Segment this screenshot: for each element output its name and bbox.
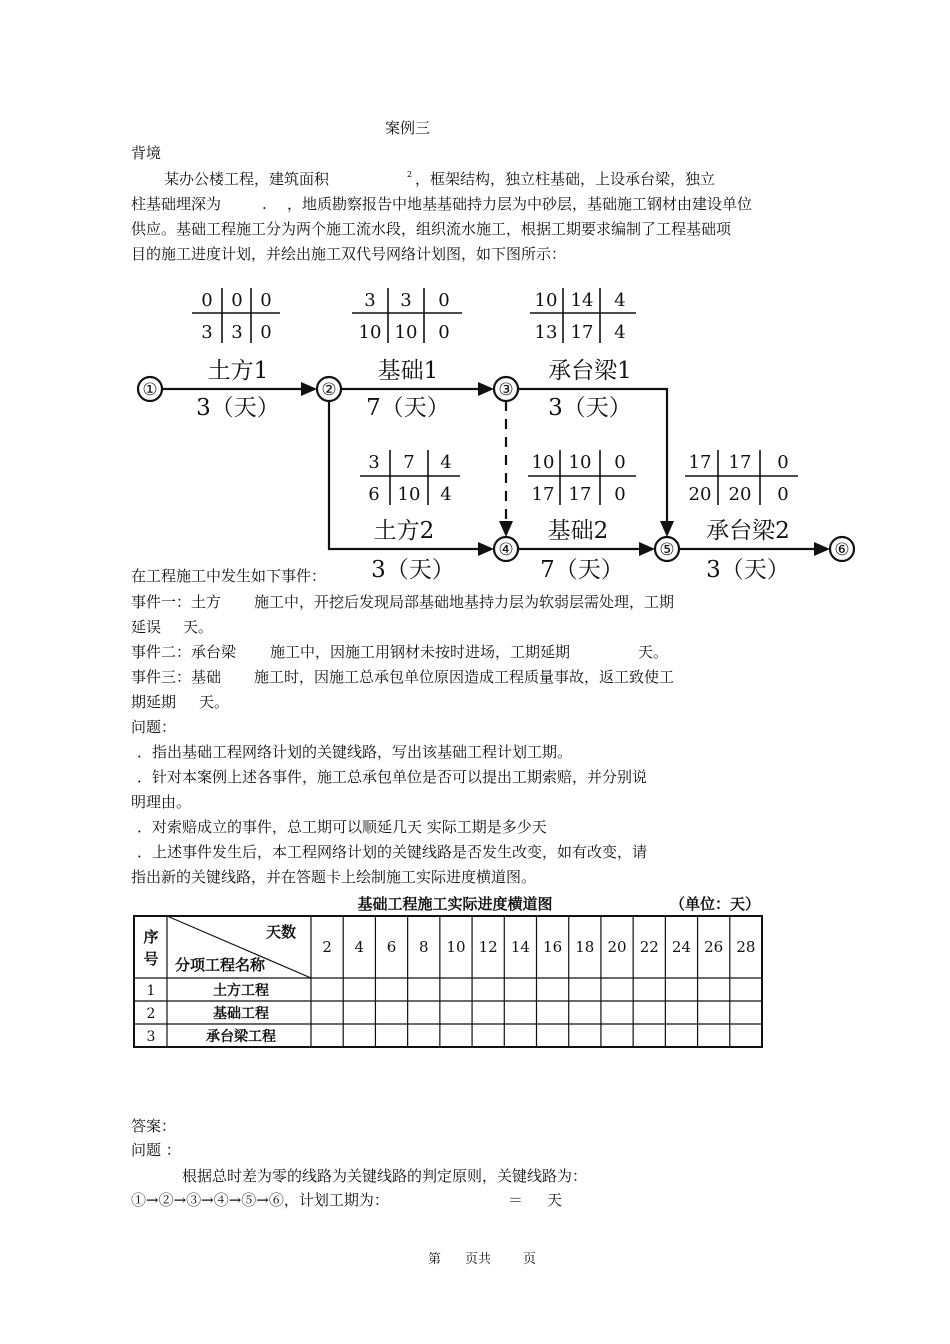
param-value: 14	[570, 290, 594, 311]
param-value: 0	[777, 452, 789, 473]
param-value: 4	[440, 484, 452, 505]
node-1	[138, 377, 162, 401]
footer-page-unit: 页	[523, 1252, 537, 1267]
arrowhead-4-5	[639, 542, 655, 556]
row-no: 3	[146, 1029, 156, 1045]
row-name: 承台梁工程	[206, 1029, 276, 1045]
param-value: 3	[364, 290, 376, 311]
header-diagonal	[167, 916, 311, 978]
param-value: 7	[403, 452, 415, 473]
para1-line3: 供应。基础工程施工分为两个施工流水段，组织流水施工，根据工期要求编制了工程基础项	[131, 220, 732, 238]
param-value: 10	[534, 290, 558, 311]
col-name-label: 分项工程名称	[174, 956, 266, 974]
para1-line1b: ，框架结构，独立柱基础，上设承台梁，独立	[415, 170, 716, 188]
gantt-day-label: 6	[386, 938, 397, 956]
event3-delay-unit: 天。	[199, 693, 230, 711]
arrowhead-1-2	[301, 382, 317, 396]
activity-duration: 7（天）	[540, 557, 624, 583]
question-3: ．对索赔成立的事件，总工期可以顺延几天 实际工期是多少天	[137, 818, 547, 836]
param-value: 0	[231, 290, 243, 311]
gantt-day-label: 10	[446, 938, 466, 956]
gantt-day-label: 8	[418, 938, 429, 956]
param-value: 10	[531, 452, 555, 473]
events-intro: 在工程施工中发生如下事件：	[131, 567, 327, 585]
activity-name: 土方2	[373, 518, 435, 544]
param-value: 3	[231, 322, 243, 343]
activity-duration: 3（天）	[548, 395, 632, 421]
row-no: 1	[146, 983, 156, 999]
para1-line2-dot: .	[262, 195, 267, 213]
event2-delay-unit: 天。	[638, 643, 669, 661]
param-value: 10	[394, 322, 418, 343]
gantt-border	[134, 916, 762, 1047]
answer-label: 答案：	[131, 1117, 177, 1135]
node-label: ④	[498, 540, 514, 560]
arrowhead-2-4	[478, 542, 494, 556]
row-name: 基础工程	[213, 1006, 269, 1022]
gantt-day-label: 28	[736, 938, 756, 956]
question-2-line2: 明理由。	[131, 793, 192, 811]
gantt-day-label: 2	[322, 938, 332, 956]
param-grid-2	[352, 288, 462, 343]
question-4-line2: 指出新的关键线路，并在答题卡上绘制施工实际进度横道图。	[131, 868, 537, 886]
event1-label: 事件一：土方	[131, 593, 222, 611]
arrow-3-5	[518, 389, 667, 525]
param-grid-6	[685, 450, 798, 505]
gantt-day-label: 22	[639, 938, 659, 956]
answer-unit: 天	[547, 1191, 563, 1209]
gantt-day-label: 14	[510, 938, 530, 956]
gantt-unit: （单位：天）	[669, 895, 761, 913]
para1-line4: 目的施工进度计划，并绘出施工双代号网络计划图，如下图所示：	[131, 245, 567, 263]
arrowhead-5-6	[814, 542, 830, 556]
question-4-line1: ．上述事件发生后，本工程网络计划的关键线路是否发生改变，如有改变，请	[137, 843, 648, 861]
param-value: 6	[368, 484, 380, 505]
gantt-day-label: 26	[704, 938, 724, 956]
answer-line2: ①→②→③→④→⑤→⑥，计划工期为：	[131, 1191, 389, 1209]
activity-duration: 3（天）	[706, 557, 790, 583]
arrowhead-3-5	[660, 521, 674, 537]
event3-text: 施工时，因施工总承包单位原因造成工程质量事故，返工致使工	[254, 668, 675, 686]
answer-question: 问题 ：	[131, 1141, 181, 1159]
answer-line1: 根据总时差为零的线路为关键线路的判定原则，关键线路为：	[182, 1167, 588, 1185]
gantt-day-label: 16	[543, 938, 563, 956]
activity-name: 土方1	[207, 358, 269, 384]
node-5	[655, 537, 679, 561]
row-no: 2	[146, 1006, 156, 1022]
param-value: 0	[438, 290, 450, 311]
event1-delay-label: 延误	[131, 618, 162, 636]
param-value: 17	[688, 452, 712, 473]
section-background: 背境	[131, 144, 162, 162]
param-value: 4	[614, 290, 626, 311]
para1-superscript: 2	[407, 170, 413, 179]
param-value: 0	[201, 290, 213, 311]
param-value: 0	[614, 452, 626, 473]
footer-page: 第	[428, 1252, 442, 1267]
gantt-day-labels	[322, 938, 755, 956]
param-value: 0	[614, 484, 626, 505]
col-seq-label-2: 号	[143, 950, 159, 968]
param-value: 20	[728, 484, 752, 505]
param-grid-3	[530, 288, 636, 343]
arrow-2-4	[329, 401, 482, 549]
param-value: 0	[438, 322, 450, 343]
gantt-day-columns	[343, 916, 730, 1047]
event1-delay-unit: 天。	[183, 618, 214, 636]
activity-name: 基础2	[547, 518, 609, 544]
activity-name: 基础1	[377, 358, 439, 384]
param-value: 17	[570, 322, 594, 343]
col-days-label: 天数	[265, 923, 297, 941]
node-label: ③	[498, 380, 514, 400]
para1-line2a: 柱基础埋深为	[131, 195, 222, 213]
question-1: ．指出基础工程网络计划的关键线路，写出该基础工程计划工期。	[137, 743, 573, 761]
activity-name: 承台梁2	[706, 518, 790, 544]
gantt-day-label: 12	[478, 938, 498, 956]
param-value: 4	[614, 322, 626, 343]
node-label: ⑥	[834, 540, 850, 560]
gantt-day-label: 24	[671, 938, 692, 956]
param-grid-4	[360, 450, 460, 505]
activity-duration: 3（天）	[371, 557, 455, 583]
node-6	[830, 537, 854, 561]
gantt-day-label: 4	[354, 938, 365, 956]
node-3	[494, 377, 518, 401]
footer-total: 页共	[465, 1252, 492, 1267]
param-value: 10	[358, 322, 382, 343]
param-value: 0	[777, 484, 789, 505]
param-value: 17	[531, 484, 555, 505]
param-value: 13	[534, 322, 558, 343]
node-2	[317, 377, 341, 401]
question-2-line1: ．针对本案例上述各事件，施工总承包单位是否可以提出工期索赔，并分别说	[137, 768, 648, 786]
para1-line2b: ，地质勘察报告中地基基础持力层为中砂层，基础施工钢材由建设单位	[287, 195, 753, 213]
arrowhead-2-3	[478, 382, 494, 396]
arrowhead-3-4	[499, 521, 513, 537]
param-value: 20	[688, 484, 712, 505]
param-value: 10	[568, 452, 592, 473]
param-grid-5	[528, 450, 636, 505]
param-value: 17	[568, 484, 592, 505]
node-label: ①	[142, 380, 158, 400]
param-value: 3	[368, 452, 380, 473]
param-value: 17	[728, 452, 752, 473]
questions-label: 问题：	[131, 718, 177, 736]
param-value: 0	[260, 322, 272, 343]
activity-duration: 7（天）	[366, 395, 450, 421]
gantt-day-label: 20	[607, 938, 627, 956]
event3-delay-label: 期延期	[131, 693, 177, 711]
param-value: 4	[440, 452, 452, 473]
page-title: 案例三	[385, 119, 431, 137]
event2-label: 事件二：承台梁	[131, 643, 237, 661]
answer-equals: ＝	[508, 1191, 524, 1209]
param-value: 0	[260, 290, 272, 311]
event1-text: 施工中，开挖后发现局部基础地基持力层为软弱层需处理，工期	[254, 593, 675, 611]
param-value: 3	[201, 322, 213, 343]
node-4	[494, 537, 518, 561]
para1-line1: 某办公楼工程，建筑面积	[164, 170, 330, 188]
node-label: ⑤	[659, 540, 675, 560]
col-seq-label-1: 序	[143, 928, 159, 946]
param-value: 3	[400, 290, 412, 311]
activity-duration: 3（天）	[196, 395, 280, 421]
gantt-day-label: 18	[575, 938, 595, 956]
event3-label: 事件三：基础	[131, 668, 222, 686]
param-value: 10	[397, 484, 421, 505]
row-name: 土方工程	[213, 983, 269, 999]
node-label: ②	[321, 380, 337, 400]
activity-name: 承台梁1	[548, 358, 632, 384]
gantt-title: 基础工程施工实际进度横道图	[357, 895, 553, 913]
event2-text: 施工中，因施工用钢材未按时进场，工期延期	[270, 643, 571, 661]
param-grid-1	[192, 288, 280, 343]
